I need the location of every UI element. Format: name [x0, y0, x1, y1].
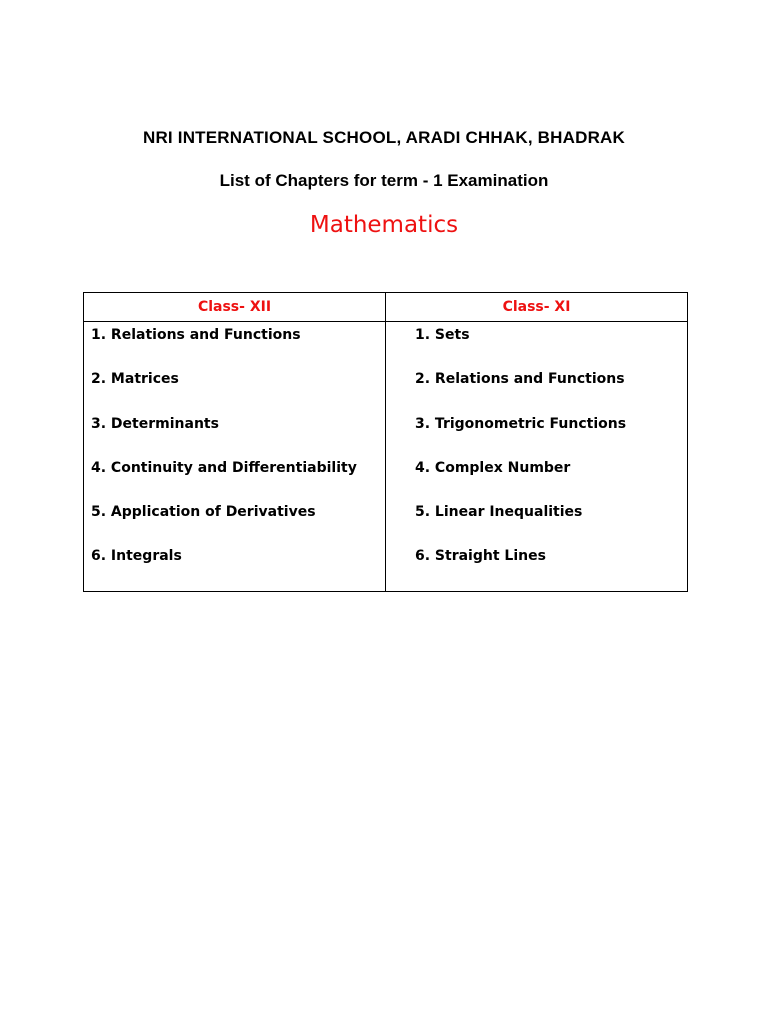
list-item: 1. Sets [415, 327, 470, 343]
list-item: 4. Complex Number [415, 459, 571, 476]
list-item: 6. Integrals [91, 548, 182, 565]
list-item: 2. Matrices [91, 371, 179, 388]
class-xi-chapter-list [415, 325, 687, 591]
table-header-row [84, 293, 688, 322]
chapters-table [83, 292, 688, 592]
document-subtitle: List of Chapters for term - 1 Examination [219, 171, 549, 190]
table-row [84, 322, 688, 592]
class-xii-chapter-list [91, 325, 385, 591]
column-header-class-xi: Class- XI [386, 293, 688, 322]
school-name: NRI INTERNATIONAL SCHOOL, ARADI CHHAK, BHADRAK [142, 128, 626, 147]
list-item: 5. Application of Derivatives [91, 504, 316, 521]
list-item: 2. Relations and Functions [415, 371, 625, 388]
list-item: 6. Straight Lines [415, 548, 546, 565]
list-item: 3. Determinants [91, 415, 219, 432]
column-header-class-xii: Class- XII [84, 293, 386, 322]
list-item: 1. Relations and Functions [91, 327, 301, 343]
class-xi-cell [386, 322, 688, 592]
list-item: 4. Continuity and Differentiability [91, 459, 357, 476]
list-item: 5. Linear Inequalities [415, 504, 583, 521]
subject-title: Mathematics [309, 212, 459, 238]
class-xii-cell [84, 322, 386, 592]
list-item: 3. Trigonometric Functions [415, 415, 627, 432]
